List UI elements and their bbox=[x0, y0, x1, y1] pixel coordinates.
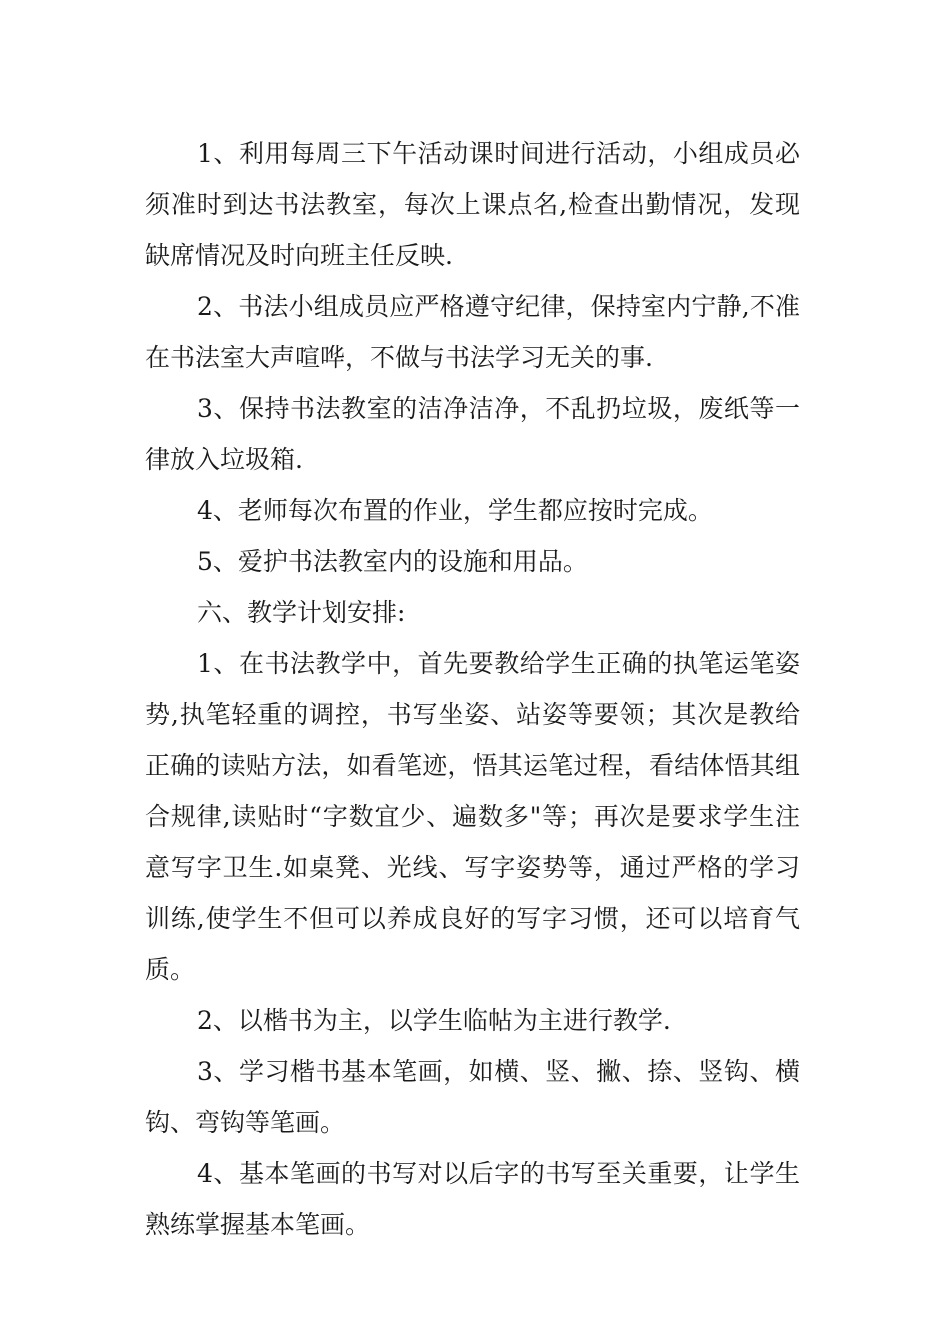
paragraph-plan-3: 3、学习楷书基本笔画，如横、竖、撇、捺、竖钩、横钩、弯钩等笔画。 bbox=[145, 1057, 800, 1137]
document-body bbox=[145, 128, 800, 1250]
paragraph-rule-2: 2、书法小组成员应严格遵守纪律，保持室内宁静,不准在书法室大声喧哗，不做与书法学习无关的事. bbox=[145, 292, 800, 372]
paragraph-plan-2: 2、以楷书为主，以学生临帖为主进行教学. bbox=[197, 1006, 671, 1035]
paragraph-plan-1: 1、在书法教学中，首先要教给学生正确的执笔运笔姿势,执笔轻重的调控，书写坐姿、站姿等要领；其次是教给正确的读贴方法，如看笔迹，悟其运笔过程，看结体悟其组合规律,读贴时“字数宜少、遍数多"等；再次是要求学生注意写字卫生.如桌凳、光线、写字姿势等，通过严格的学习训练,使学生不但可以养成良好的写字习惯，还可以培育气质。 bbox=[145, 649, 800, 984]
paragraph-rule-1: 1、利用每周三下午活动课时间进行活动，小组成员必须准时到达书法教室，每次上课点名,检查出勤情况，发现缺席情况及时向班主任反映. bbox=[145, 139, 800, 270]
paragraph-plan-4: 4、基本笔画的书写对以后字的书写至关重要，让学生熟练掌握基本笔画。 bbox=[145, 1159, 800, 1239]
section-heading-teaching-plan: 六、教学计划安排: bbox=[197, 598, 406, 627]
paragraph-rule-5: 5、爱护书法教室内的设施和用品。 bbox=[197, 547, 588, 576]
paragraph-rule-4: 4、老师每次布置的作业，学生都应按时完成。 bbox=[197, 496, 713, 525]
paragraph-rule-3: 3、保持书法教室的洁净洁净，不乱扔垃圾，废纸等一律放入垃圾箱. bbox=[145, 394, 800, 474]
